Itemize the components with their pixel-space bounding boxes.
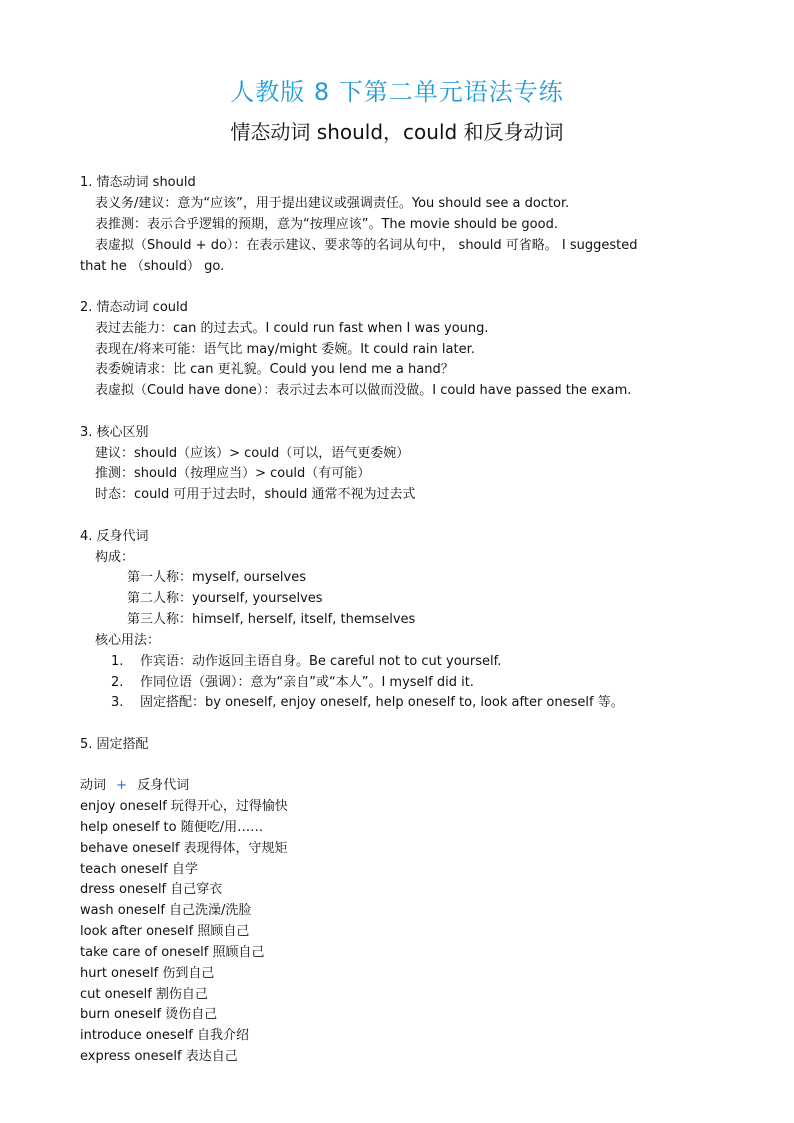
section-heading-reflexive: 4. 反身代词 (80, 529, 149, 544)
text-line: 表过去能力：can 的过去式。I could run fast when I was young. (95, 321, 489, 336)
text-line: 表委婉请求：比 can 更礼貌。Could you lend me a hand？ (95, 362, 454, 377)
text-line: that he （should） go. (80, 259, 225, 274)
text-line: 表推测：表示合乎逻辑的预期，意为“按理应该”。The movie should be good. (95, 217, 558, 232)
phrase-item: hurt oneself 伤到自己 (80, 966, 215, 981)
usage-label: 核心用法： (95, 633, 161, 648)
usage-item: 作宾语：动作返回主语自身。Be careful not to cut yourself. (140, 654, 502, 669)
phrase-item: cut oneself 割伤自己 (80, 987, 208, 1002)
phrase-header-right: 反身代词 (137, 778, 190, 793)
section-heading-collocations: 5. 固定搭配 (80, 737, 149, 752)
usage-item: 作同位语（强调）：意为“亲自”或“本人”。I myself did it. (140, 675, 474, 690)
usage-number: 2. (111, 675, 124, 690)
phrase-item: teach oneself 自学 (80, 862, 198, 877)
form-item: 第二人称：yourself, yourselves (127, 591, 323, 606)
text-line: 推测：should（按理应当）> could（有可能） (95, 466, 371, 481)
form-item: 第三人称：himself, herself, itself, themselves (127, 612, 416, 627)
usage-number: 3. (111, 695, 124, 710)
section-heading-difference: 3. 核心区别 (80, 425, 149, 440)
text-line: 表义务/建议：意为“应该”，用于提出建议或强调责任。You should see a doctor. (95, 196, 570, 211)
page-title: 人教版 8 下第二单元语法专练 (230, 78, 564, 106)
section-heading-could: 2. 情态动词 could (80, 300, 188, 315)
text-line: 表现在/将来可能：语气比 may/might 委婉。It could rain later. (95, 342, 475, 357)
form-item: 第一人称：myself, ourselves (127, 570, 306, 585)
page-subtitle: 情态动词 should，could 和反身动词 (230, 120, 564, 144)
text-line: 建议：should（应该）> could（可以，语气更委婉） (95, 446, 410, 461)
phrase-item: burn oneself 烫伤自己 (80, 1007, 218, 1022)
plus-sign: + (116, 778, 128, 793)
text-line: 表虚拟（Should + do）：在表示建议、要求等的名词从句中， should 可省略。 I suggested (95, 238, 638, 253)
form-label: 构成： (95, 550, 135, 565)
usage-number: 1. (111, 654, 124, 669)
phrase-header (80, 776, 189, 796)
phrase-item: express oneself 表达自己 (80, 1049, 238, 1064)
text-line: 时态：could 可用于过去时，should 通常不视为过去式 (95, 487, 416, 502)
phrase-header-left: 动词 (80, 778, 107, 793)
phrase-item: enjoy oneself 玩得开心，过得愉快 (80, 799, 288, 814)
phrase-item: dress oneself 自己穿衣 (80, 882, 223, 897)
phrase-item: take care of oneself 照顾自己 (80, 945, 265, 960)
phrase-item: behave oneself 表现得体，守规矩 (80, 841, 288, 856)
section-heading-should: 1. 情态动词 should (80, 175, 196, 190)
text-line: 表虚拟（Could have done）：表示过去本可以做而没做。I could have passed the exam. (95, 383, 632, 398)
phrase-item: wash oneself 自己洗澡/洗脸 (80, 903, 252, 918)
usage-item: 固定搭配：by oneself, enjoy oneself, help oneself to, look after oneself 等。 (140, 695, 624, 710)
phrase-item: introduce oneself 自我介绍 (80, 1028, 250, 1043)
phrase-item: help oneself to 随便吃/用…… (80, 820, 264, 835)
phrase-item: look after oneself 照顾自己 (80, 924, 250, 939)
